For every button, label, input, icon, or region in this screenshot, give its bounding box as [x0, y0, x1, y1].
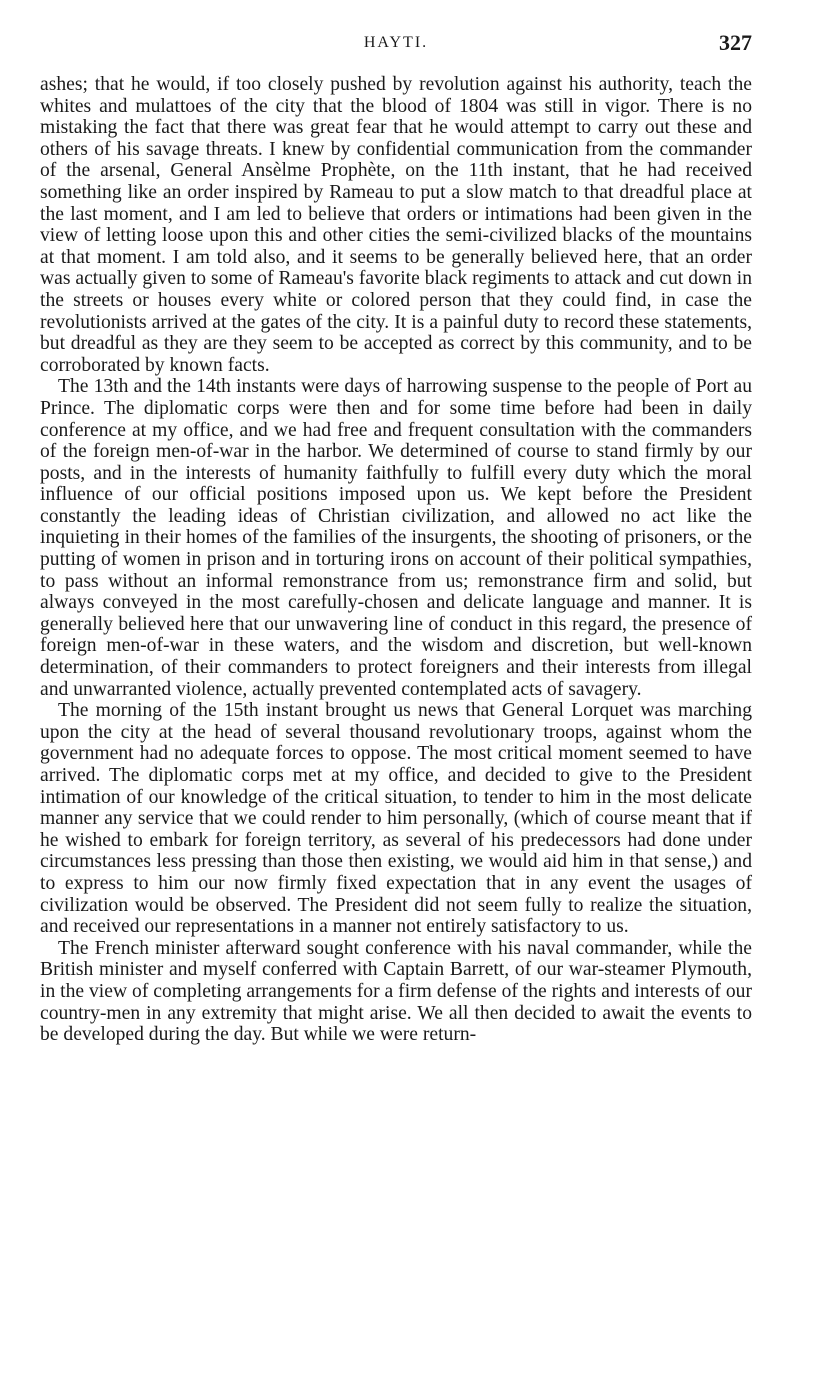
body-text	[40, 74, 752, 1046]
page-header	[40, 30, 752, 56]
running-head: HAYTI.	[363, 34, 429, 51]
paragraph-3: The morning of the 15th instant brought us news that General Lorquet was marching upon the city at the head of several thousand revolutionary troops, against whom the government had no adequate forces to oppose. The most critical moment seemed to have arrived. The diplomatic corps met at my office, and decided to give to the President intimation of our knowledge of the critical situation, to tender to him in the most delicate manner any service that we could render to him personally, (which of course meant that if he wished to embark for foreign territory, as several of his predecessors had done under circumstances less pressing than those then existing, we would aid him in that sense,) and to express to him our now firmly fixed expectation that in any event the usages of civilization would be observed. The President did not seem fully to realize the situation, and received our representations in a manner not entirely satisfactory to us.	[40, 700, 752, 938]
page-number: 327	[719, 30, 752, 55]
paragraph-4: The French minister afterward sought conference with his naval commander, while the British minister and myself conferred with Captain Barrett, of our war-steamer Plymouth, in the view of completing arrangements for a firm defense of the rights and interests of our country-men in any extremity that might arise. We all then decided to await the events to be developed during the day. But while we were return-	[40, 937, 752, 1046]
paragraph-2: The 13th and the 14th instants were days of harrowing suspense to the people of Port au Prince. The diplomatic corps were then and for some time before had been in daily conference at my office, and we had free and frequent consultation with the commanders of the foreign men-of-war in the harbor. We determined of course to stand firmly by our posts, and in the interests of humanity faithfully to fulfill every duty which the moral influence of our official positions imposed upon us. We kept before the President constantly the leading ideas of Christian civilization, and allowed no act like the inquieting in their homes of the families of the insurgents, the shooting of prisoners, or the putting of women in prison and in torturing irons on account of their political sympathies, to pass without an informal remonstrance from us; remonstrance firm and solid, but always conveyed in the most carefully-chosen and delicate language and manner. It is generally believed here that our unwavering line of conduct in this regard, the presence of foreign men-of-war in these waters, and the wisdom and discretion, but well-known determination, of their commanders to protect foreigners and their interests from illegal and unwarranted violence, actually prevented contemplated acts of savagery.	[40, 376, 752, 700]
paragraph-1: ashes; that he would, if too closely pushed by revolution against his authority, teach the whites and mulattoes of the city that the blood of 1804 was still in vigor. There is no mistaking the fact that there was great fear that he would attempt to carry out these and others of his savage threats. I knew by confidential communication from the commander of the arsenal, General Ansèlme Prophète, on the 11th instant, that he had received something like an order inspired by Rameau to put a slow match to that dreadful place at the last moment, and I am led to believe that orders or intimations had been given in the view of letting loose upon this and other cities the semi-civilized blacks of the mountains at that moment. I am told also, and it seems to be generally believed here, that an order was actually given to some of Rameau's favorite black regiments to attack and cut down in the streets or houses every white or colored person that they could find, in case the revolutionists arrived at the gates of the city. It is a painful duty to record these statements, but dreadful as they are they seem to be accepted as correct by this community, and to be corroborated by known facts.	[40, 74, 752, 376]
